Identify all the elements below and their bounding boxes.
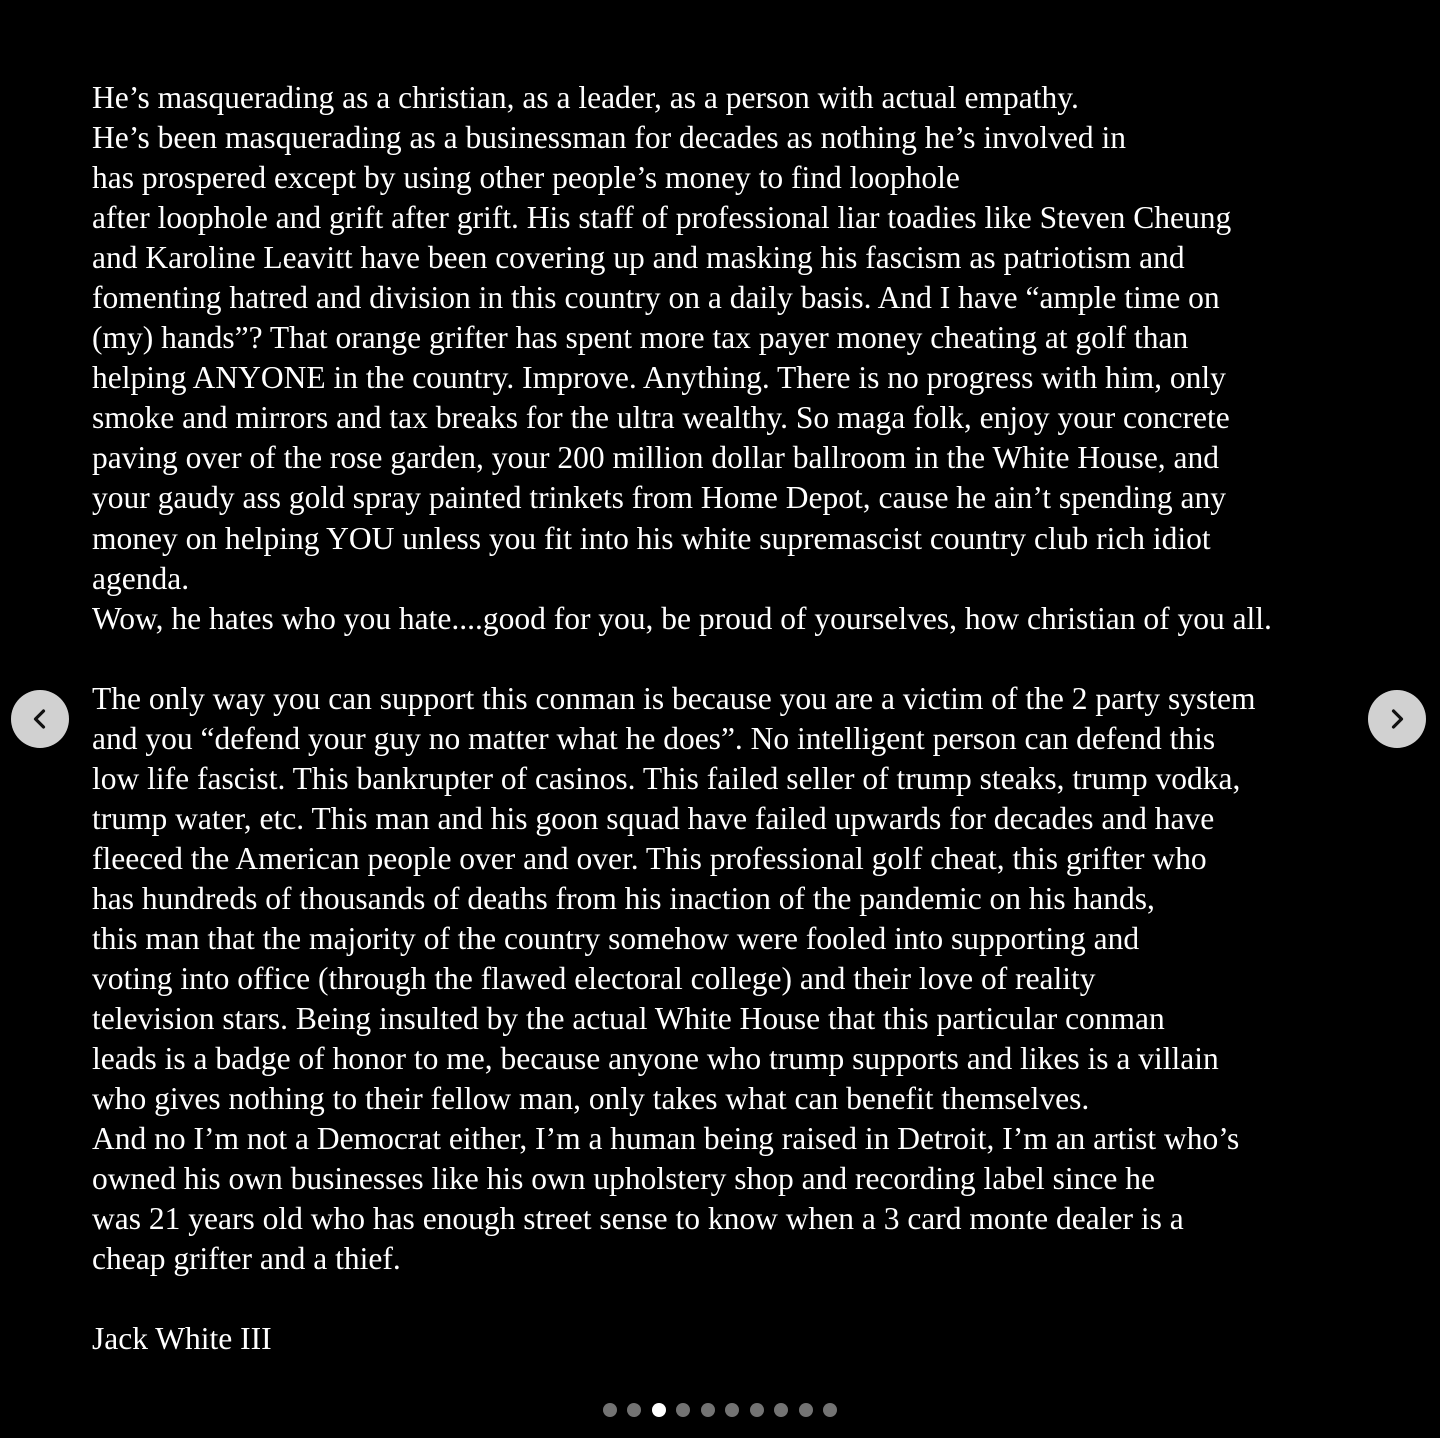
text-line: smoke and mirrors and tax breaks for the ultra wealthy. So maga folk, enjoy your concrete xyxy=(92,400,1230,436)
carousel-dot[interactable] xyxy=(676,1403,690,1417)
text-line: He’s masquerading as a christian, as a leader, as a person with actual empathy. xyxy=(92,80,1079,115)
text-line: has prospered except by using other people’s money to find loophole xyxy=(92,160,960,196)
carousel-dot-active[interactable] xyxy=(652,1403,666,1417)
text-line: was 21 years old who has enough street sense to know when a 3 card monte dealer is a xyxy=(92,1201,1184,1237)
text-line: Wow, he hates who you hate....good for you, be proud of yourselves, how christian of you all. xyxy=(92,600,1272,636)
carousel-dot[interactable] xyxy=(627,1403,641,1417)
text-line: He’s been masquerading as a businessman for decades as nothing he’s involved in xyxy=(92,120,1126,156)
chevron-left-icon xyxy=(28,707,52,731)
chevron-right-icon xyxy=(1385,707,1409,731)
paragraph-2 xyxy=(92,679,1382,1280)
text-line: And no I’m not a Democrat either, I’m a human being raised in Detroit, I’m an artist who’s xyxy=(92,1121,1240,1157)
text-line: money on helping YOU unless you fit into his white supremascist country club rich idiot xyxy=(92,520,1211,556)
carousel-dot[interactable] xyxy=(725,1403,739,1417)
text-line: low life fascist. This bankrupter of casinos. This failed seller of trump steaks, trump vodka, xyxy=(92,760,1241,796)
carousel-dot[interactable] xyxy=(603,1403,617,1417)
next-slide-button[interactable] xyxy=(1368,690,1426,748)
text-line: this man that the majority of the country somehow were fooled into supporting and xyxy=(92,920,1140,956)
text-line: and Karoline Leavitt have been covering up and masking his fascism as patriotism and xyxy=(92,240,1185,276)
text-line: after loophole and grift after grift. His staff of professional liar toadies like Steven Cheung xyxy=(92,200,1232,236)
text-line: paving over of the rose garden, your 200 million dollar ballroom in the White House, and xyxy=(92,440,1220,476)
text-line: your gaudy ass gold spray painted trinkets from Home Depot, cause he ain’t spending any xyxy=(92,480,1227,516)
carousel-dot[interactable] xyxy=(774,1403,788,1417)
text-line: who gives nothing to their fellow man, only takes what can benefit themselves. xyxy=(92,1081,1090,1117)
previous-slide-button[interactable] xyxy=(11,690,69,748)
text-line: leads is a badge of honor to me, because anyone who trump supports and likes is a villain xyxy=(92,1041,1219,1077)
text-line: voting into office (through the flawed electoral college) and their love of reality xyxy=(92,961,1096,997)
text-line: television stars. Being insulted by the actual White House that this particular conman xyxy=(92,1001,1165,1037)
text-line: has hundreds of thousands of deaths from his inaction of the pandemic on his hands, xyxy=(92,880,1155,916)
signature: Jack White III xyxy=(92,1321,272,1357)
paragraph-gap xyxy=(92,639,1382,679)
text-line: fomenting hatred and division in this country on a daily basis. And I have “ample time on xyxy=(92,280,1220,316)
text-line: helping ANYONE in the country. Improve. Anything. There is no progress with him, only xyxy=(92,360,1226,396)
carousel-dot[interactable] xyxy=(701,1403,715,1417)
text-line: The only way you can support this conman is because you are a victim of the 2 party system xyxy=(92,680,1256,716)
text-line: (my) hands”? That orange grifter has spent more tax payer money cheating at golf than xyxy=(92,320,1189,356)
text-line: and you “defend your guy no matter what he does”. No intelligent person can defend this xyxy=(92,720,1216,756)
carousel-dot[interactable] xyxy=(750,1403,764,1417)
carousel-dot[interactable] xyxy=(823,1403,837,1417)
text-line: fleeced the American people over and over. This professional golf cheat, this grifter who xyxy=(92,840,1207,876)
paragraph-1 xyxy=(92,78,1382,639)
text-line: cheap grifter and a thief. xyxy=(92,1241,401,1277)
text-line: trump water, etc. This man and his goon squad have failed upwards for decades and have xyxy=(92,800,1215,836)
carousel-indicator xyxy=(0,1402,1440,1418)
text-line: agenda. xyxy=(92,560,190,596)
paragraph-gap xyxy=(92,1279,1382,1319)
text-line: owned his own businesses like his own upholstery shop and recording label since he xyxy=(92,1161,1155,1197)
carousel-dot[interactable] xyxy=(799,1403,813,1417)
post-text xyxy=(92,78,1382,1360)
